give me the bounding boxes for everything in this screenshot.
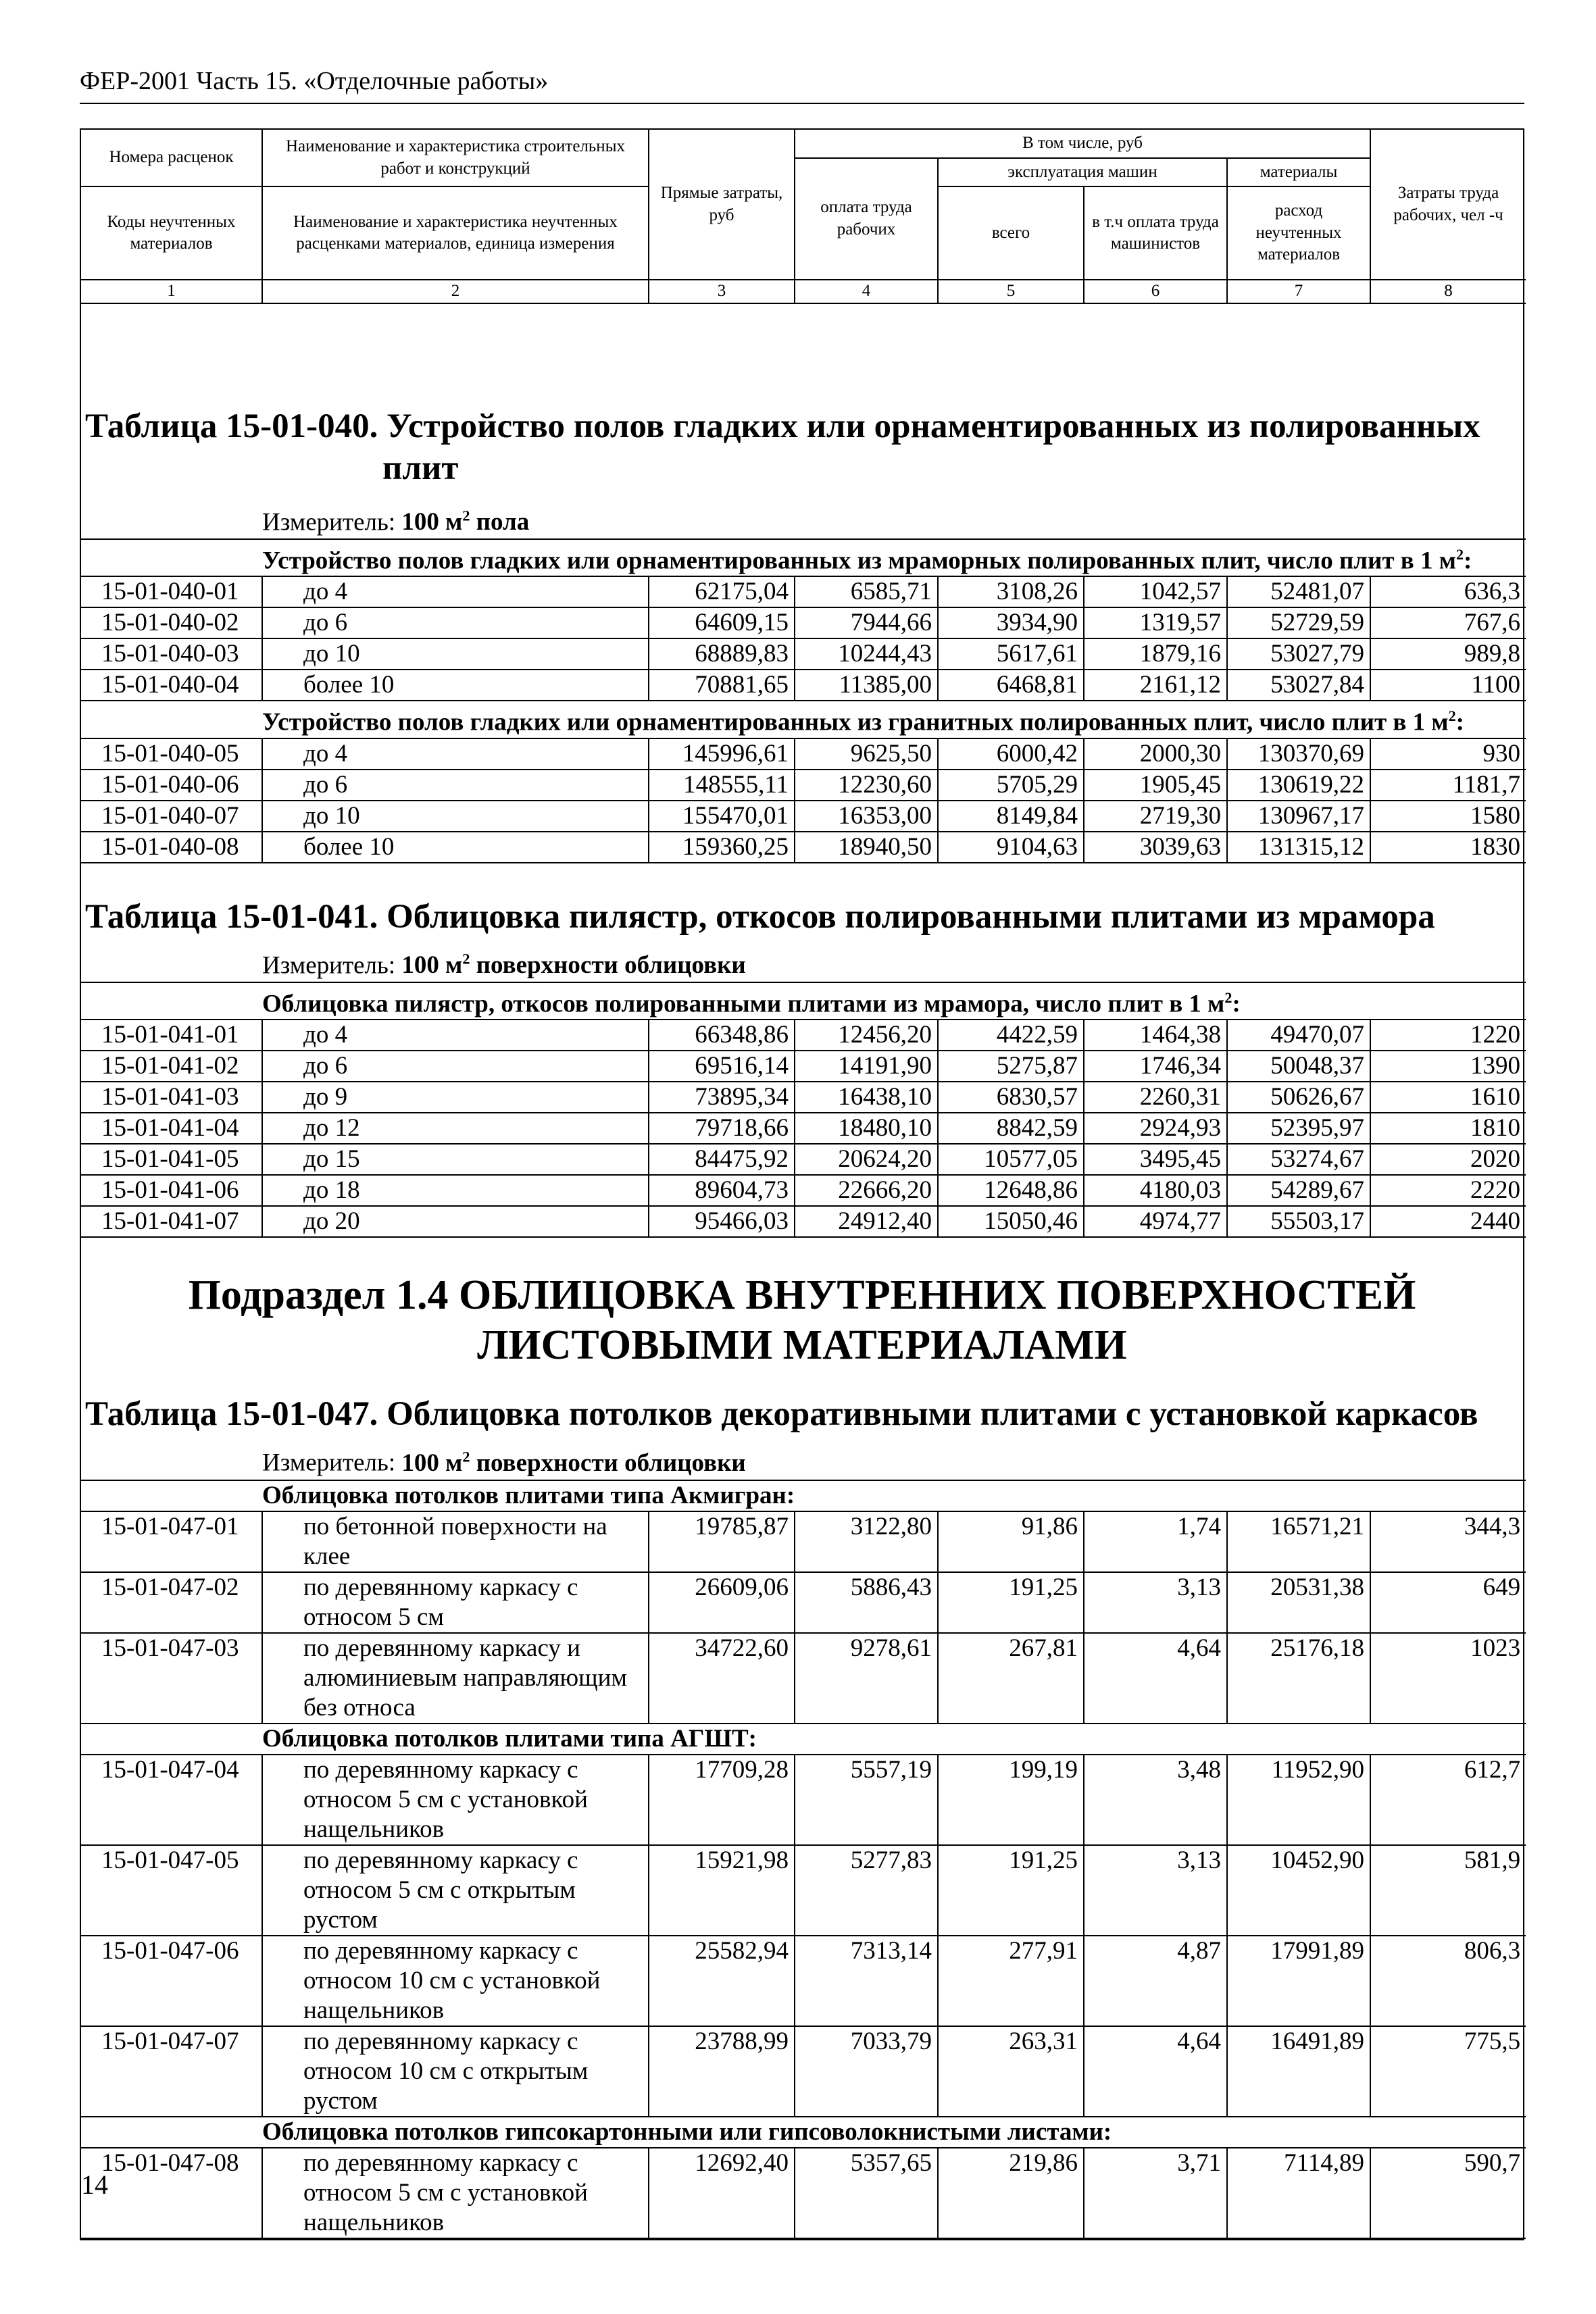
table-meter <box>81 1440 1523 1479</box>
machinist-pay: 1746,34 <box>1084 1051 1227 1082</box>
materials-use: 130619,22 <box>1227 770 1370 801</box>
materials-use: 131315,12 <box>1227 832 1370 863</box>
table-row <box>81 1175 1526 1206</box>
table-row <box>81 1113 1526 1144</box>
direct-costs: 69516,14 <box>649 1051 795 1082</box>
table-title <box>81 405 1523 489</box>
meter-value: 100 м <box>401 951 463 980</box>
rate-code: 15-01-040-04 <box>81 670 262 701</box>
group-label-text: Устройство полов гладких или орнаментированных из мраморных полированных плит, число плит в 1 м <box>262 547 1456 575</box>
direct-costs: 25582,94 <box>649 1936 795 2026</box>
rate-description: до 4 <box>262 738 649 770</box>
labor-pay: 22666,20 <box>795 1175 938 1206</box>
machines-total: 8149,84 <box>938 801 1084 832</box>
header-incl-group: В том числе, руб <box>795 130 1370 158</box>
document-frame <box>80 128 1524 2240</box>
direct-costs: 79718,66 <box>649 1113 795 1144</box>
group-label-text: Облицовка потолков гипсокартонными или гипсоволокнистыми листами: <box>262 2117 1112 2146</box>
machinist-pay: 1464,38 <box>1084 1020 1227 1051</box>
labor-hours: 581,9 <box>1370 1845 1526 1936</box>
labor-pay: 5277,83 <box>795 1845 938 1936</box>
labor-pay: 18480,10 <box>795 1113 938 1144</box>
machinist-pay: 2260,31 <box>1084 1082 1227 1113</box>
direct-costs: 15921,98 <box>649 1845 795 1936</box>
labor-pay: 11385,00 <box>795 670 938 701</box>
rate-code: 15-01-041-06 <box>81 1175 262 1206</box>
table-row <box>81 670 1526 701</box>
machinist-pay: 1042,57 <box>1084 576 1227 607</box>
rate-description: более 10 <box>262 670 649 701</box>
rate-description: до 10 <box>262 801 649 832</box>
labor-pay: 16353,00 <box>795 801 938 832</box>
machines-total: 263,31 <box>938 2026 1084 2117</box>
header-number: 1 <box>81 280 262 303</box>
machinist-pay: 4974,77 <box>1084 1206 1227 1237</box>
rate-description: по деревянному каркасу с относом 5 см <box>262 1572 649 1633</box>
machinist-pay: 3,71 <box>1084 2148 1227 2238</box>
materials-use: 10452,90 <box>1227 1845 1370 1936</box>
group-label-sup: 2 <box>1455 546 1464 563</box>
direct-costs: 148555,11 <box>649 770 795 801</box>
table-row <box>81 1020 1526 1051</box>
header-materials-group: материалы <box>1227 158 1370 187</box>
rate-code: 15-01-041-05 <box>81 1144 262 1175</box>
machinist-pay: 4180,03 <box>1084 1175 1227 1206</box>
labor-hours: 1610 <box>1370 1082 1526 1113</box>
machinist-pay: 3495,45 <box>1084 1144 1227 1175</box>
machines-total: 6830,57 <box>938 1082 1084 1113</box>
table-row <box>81 1755 1526 1845</box>
group-row <box>81 1724 1526 1755</box>
table-row <box>81 1511 1526 1572</box>
machines-total: 4422,59 <box>938 1020 1084 1051</box>
table-row <box>81 1051 1526 1082</box>
labor-pay: 18940,50 <box>795 832 938 863</box>
labor-hours: 767,6 <box>1370 607 1526 638</box>
group-row <box>81 2117 1526 2148</box>
rate-description: более 10 <box>262 832 649 863</box>
labor-pay: 7033,79 <box>795 2026 938 2117</box>
labor-hours: 636,3 <box>1370 576 1526 607</box>
blank-space <box>81 304 1523 405</box>
rate-description: до 6 <box>262 770 649 801</box>
labor-pay: 7944,66 <box>795 607 938 638</box>
machinist-pay: 2719,30 <box>1084 801 1227 832</box>
meter-tail: пола <box>470 508 530 536</box>
labor-pay: 14191,90 <box>795 1051 938 1082</box>
materials-use: 50626,67 <box>1227 1082 1370 1113</box>
header-labor-hours: Затраты труда рабочих, чел -ч <box>1370 130 1526 280</box>
rate-code: 15-01-047-01 <box>81 1511 262 1572</box>
table-row <box>81 607 1526 638</box>
machinist-pay: 1905,45 <box>1084 770 1227 801</box>
group-row <box>81 701 1526 738</box>
materials-use: 49470,07 <box>1227 1020 1370 1051</box>
header-labor-pay: оплата труда рабочих <box>795 158 938 280</box>
labor-hours: 806,3 <box>1370 1936 1526 2026</box>
labor-hours: 989,8 <box>1370 638 1526 670</box>
group-label <box>81 982 1526 1020</box>
direct-costs: 84475,92 <box>649 1144 795 1175</box>
machines-total: 6468,81 <box>938 670 1084 701</box>
labor-pay: 10244,43 <box>795 638 938 670</box>
machines-total: 5275,87 <box>938 1051 1084 1082</box>
labor-hours: 344,3 <box>1370 1511 1526 1572</box>
materials-use: 16491,89 <box>1227 2026 1370 2117</box>
machinist-pay: 2161,12 <box>1084 670 1227 701</box>
rate-description: по деревянному каркасу и алюминиевым направляющим без относа <box>262 1633 649 1724</box>
rate-code: 15-01-047-02 <box>81 1572 262 1633</box>
rate-code: 15-01-047-03 <box>81 1633 262 1724</box>
header-machinist-pay: в т.ч оплата труда машинистов <box>1084 186 1227 280</box>
header-number: 7 <box>1227 280 1370 303</box>
machinist-pay: 4,64 <box>1084 1633 1227 1724</box>
table-row <box>81 832 1526 863</box>
rate-code: 15-01-047-08 <box>81 2148 262 2238</box>
rate-code: 15-01-047-04 <box>81 1755 262 1845</box>
blank-space <box>81 863 1523 896</box>
machinist-pay: 3,13 <box>1084 1845 1227 1936</box>
machines-total: 277,91 <box>938 1936 1084 2026</box>
rate-code: 15-01-047-06 <box>81 1936 262 2026</box>
rate-code: 15-01-040-06 <box>81 770 262 801</box>
labor-hours: 2220 <box>1370 1175 1526 1206</box>
machines-total: 5617,61 <box>938 638 1084 670</box>
header-number: 2 <box>262 280 649 303</box>
labor-hours: 1100 <box>1370 670 1526 701</box>
rate-description: до 6 <box>262 607 649 638</box>
rate-code: 15-01-040-07 <box>81 801 262 832</box>
labor-hours: 1023 <box>1370 1633 1526 1724</box>
meter-label: Измеритель: <box>262 508 402 536</box>
meter-sup: 2 <box>462 507 470 524</box>
machinist-pay: 2924,93 <box>1084 1113 1227 1144</box>
machinist-pay: 1879,16 <box>1084 638 1227 670</box>
labor-pay: 12230,60 <box>795 770 938 801</box>
rate-code: 15-01-040-05 <box>81 738 262 770</box>
rate-code: 15-01-041-02 <box>81 1051 262 1082</box>
materials-use: 17991,89 <box>1227 1936 1370 2026</box>
meter-value: 100 м <box>401 508 463 536</box>
labor-hours: 1220 <box>1370 1020 1526 1051</box>
table-row <box>81 738 1526 770</box>
direct-costs: 73895,34 <box>649 1082 795 1113</box>
table-row <box>81 1082 1526 1113</box>
header-number: 5 <box>938 280 1084 303</box>
running-header: ФЕР-2001 Часть 15. «Отделочные работы» <box>80 67 549 95</box>
table-title-line: Таблица 15-01-040. Устройство полов гладких или орнаментированных из полированных <box>85 407 1480 445</box>
table-row <box>81 1845 1526 1936</box>
direct-costs: 23788,99 <box>649 2026 795 2117</box>
machines-total: 6000,42 <box>938 738 1084 770</box>
materials-use: 54289,67 <box>1227 1175 1370 1206</box>
labor-pay: 5357,65 <box>795 2148 938 2238</box>
page-number: 14 <box>81 2169 108 2200</box>
materials-use: 53027,79 <box>1227 638 1370 670</box>
machines-total: 5705,29 <box>938 770 1084 801</box>
labor-hours: 930 <box>1370 738 1526 770</box>
materials-use: 130370,69 <box>1227 738 1370 770</box>
materials-use: 50048,37 <box>1227 1051 1370 1082</box>
materials-use: 53027,84 <box>1227 670 1370 701</box>
group-label-text: Облицовка потолков плитами типа Акмигран: <box>262 1481 795 1509</box>
rate-code: 15-01-041-07 <box>81 1206 262 1237</box>
labor-hours: 2440 <box>1370 1206 1526 1237</box>
subsection-title <box>81 1238 1523 1393</box>
machinist-pay: 2000,30 <box>1084 738 1227 770</box>
rate-description: по деревянному каркасу с относом 5 см с установкой нащельников <box>262 1755 649 1845</box>
labor-pay: 3122,80 <box>795 1511 938 1572</box>
group-label-text: Облицовка потолков плитами типа АГШТ: <box>262 1724 757 1753</box>
rate-code: 15-01-047-07 <box>81 2026 262 2117</box>
machines-total: 10577,05 <box>938 1144 1084 1175</box>
direct-costs: 145996,61 <box>649 738 795 770</box>
table-row <box>81 638 1526 670</box>
labor-pay: 7313,14 <box>795 1936 938 2026</box>
rate-code: 15-01-041-01 <box>81 1020 262 1051</box>
header-materials-use: расход неучтенных материалов <box>1227 186 1370 280</box>
materials-use: 130967,17 <box>1227 801 1370 832</box>
group-label-tail: : <box>1455 708 1464 736</box>
machines-total: 9104,63 <box>938 832 1084 863</box>
materials-use: 7114,89 <box>1227 2148 1370 2238</box>
rate-description: до 6 <box>262 1051 649 1082</box>
materials-use: 25176,18 <box>1227 1633 1370 1724</box>
machines-total: 15050,46 <box>938 1206 1084 1237</box>
labor-hours: 590,7 <box>1370 2148 1526 2238</box>
meter-label: Измеритель: <box>262 951 402 980</box>
rate-description: до 4 <box>262 1020 649 1051</box>
table-row <box>81 1572 1526 1633</box>
materials-use: 52395,97 <box>1227 1113 1370 1144</box>
group-label-tail: : <box>1464 547 1472 575</box>
labor-pay: 16438,10 <box>795 1082 938 1113</box>
machinist-pay: 4,87 <box>1084 1936 1227 2026</box>
group-label-text: Устройство полов гладких или орнаментированных из гранитных полированных плит, число плит в 1 м <box>262 708 1449 736</box>
table-meter <box>81 500 1523 538</box>
materials-use: 20531,38 <box>1227 1572 1370 1633</box>
machinist-pay: 1,74 <box>1084 1511 1227 1572</box>
group-label-tail: : <box>1232 990 1241 1018</box>
group-label <box>81 1724 1526 1755</box>
group-label <box>81 1480 1526 1511</box>
direct-costs: 159360,25 <box>649 832 795 863</box>
direct-costs: 62175,04 <box>649 576 795 607</box>
meter-tail: поверхности облицовки <box>470 1449 746 1477</box>
table-row <box>81 2026 1526 2117</box>
materials-use: 52481,07 <box>1227 576 1370 607</box>
rate-code: 15-01-041-03 <box>81 1082 262 1113</box>
machinist-pay: 1319,57 <box>1084 607 1227 638</box>
meter-tail: поверхности облицовки <box>470 951 746 980</box>
header-machines-group: эксплуатация машин <box>938 158 1227 187</box>
labor-hours: 1390 <box>1370 1051 1526 1082</box>
direct-costs: 12692,40 <box>649 2148 795 2238</box>
header-rule <box>80 103 1524 104</box>
data-table-040 <box>81 538 1526 863</box>
labor-pay: 20624,20 <box>795 1144 938 1175</box>
machines-total: 8842,59 <box>938 1113 1084 1144</box>
group-row <box>81 982 1526 1020</box>
header-number: 8 <box>1370 280 1526 303</box>
rate-description: по бетонной поверхности на клее <box>262 1511 649 1572</box>
labor-hours: 649 <box>1370 1572 1526 1633</box>
direct-costs: 19785,87 <box>649 1511 795 1572</box>
data-table-041 <box>81 982 1526 1238</box>
labor-pay: 24912,40 <box>795 1206 938 1237</box>
machines-total: 267,81 <box>938 1633 1084 1724</box>
rate-description: до 4 <box>262 576 649 607</box>
table-row <box>81 1144 1526 1175</box>
machinist-pay: 4,64 <box>1084 2026 1227 2117</box>
header-name-top: Наименование и характеристика строительных работ и конструкций <box>262 130 649 186</box>
rate-code: 15-01-040-03 <box>81 638 262 670</box>
labor-hours: 2020 <box>1370 1144 1526 1175</box>
machines-total: 91,86 <box>938 1511 1084 1572</box>
direct-costs: 68889,83 <box>649 638 795 670</box>
machinist-pay: 3,48 <box>1084 1755 1227 1845</box>
direct-costs: 26609,06 <box>649 1572 795 1633</box>
labor-pay: 9278,61 <box>795 1633 938 1724</box>
header-number: 6 <box>1084 280 1227 303</box>
labor-pay: 5557,19 <box>795 1755 938 1845</box>
direct-costs: 17709,28 <box>649 1755 795 1845</box>
materials-use: 11952,90 <box>1227 1755 1370 1845</box>
group-label-sup: 2 <box>1224 989 1232 1007</box>
table-title <box>81 896 1523 938</box>
labor-hours: 1181,7 <box>1370 770 1526 801</box>
rate-description: по деревянному каркасу с относом 10 см с открытым рустом <box>262 2026 649 2117</box>
labor-pay: 9625,50 <box>795 738 938 770</box>
group-label-sup: 2 <box>1448 707 1456 725</box>
group-label <box>81 701 1526 738</box>
materials-use: 53274,67 <box>1227 1144 1370 1175</box>
table-row <box>81 770 1526 801</box>
table-row <box>81 1633 1526 1724</box>
machines-total: 191,25 <box>938 1572 1084 1633</box>
machines-total: 199,19 <box>938 1755 1084 1845</box>
direct-costs: 155470,01 <box>649 801 795 832</box>
meter-sup: 2 <box>462 950 470 967</box>
header-name-bottom: Наименование и характеристика неучтенных расценками материалов, единица измерения <box>262 186 649 280</box>
rate-description: по деревянному каркасу с относом 10 см с установкой нащельников <box>262 1936 649 2026</box>
header-direct-costs: Прямые затраты, руб <box>649 130 795 280</box>
group-label <box>81 2117 1526 2148</box>
table-title-line: плит <box>382 449 459 487</box>
table-row <box>81 1936 1526 2026</box>
rate-description: до 18 <box>262 1175 649 1206</box>
labor-hours: 775,5 <box>1370 2026 1526 2117</box>
rate-code: 15-01-040-08 <box>81 832 262 863</box>
table-meter <box>81 943 1523 982</box>
materials-use: 16571,21 <box>1227 1511 1370 1572</box>
group-label-text: Облицовка пилястр, откосов полированными плитами из мрамора, число плит в 1 м <box>262 990 1225 1018</box>
machinist-pay: 3,13 <box>1084 1572 1227 1633</box>
group-row <box>81 1480 1526 1511</box>
direct-costs: 70881,65 <box>649 670 795 701</box>
machines-total: 3934,90 <box>938 607 1084 638</box>
rate-description: по деревянному каркасу с относом 5 см с открытым рустом <box>262 1845 649 1936</box>
rate-description: до 12 <box>262 1113 649 1144</box>
materials-use: 55503,17 <box>1227 1206 1370 1237</box>
machines-total: 219,86 <box>938 2148 1084 2238</box>
subsection-title-line: Подраздел 1.4 ОБЛИЦОВКА ВНУТРЕННИХ ПОВЕРХНОСТЕЙ <box>188 1272 1416 1319</box>
table-row <box>81 801 1526 832</box>
labor-hours: 1580 <box>1370 801 1526 832</box>
rate-description: до 10 <box>262 638 649 670</box>
rate-code: 15-01-047-05 <box>81 1845 262 1936</box>
rate-description: по деревянному каркасу с относом 5 см с установкой нащельников <box>262 2148 649 2238</box>
labor-pay: 5886,43 <box>795 1572 938 1633</box>
meter-value: 100 м <box>401 1449 463 1477</box>
group-label <box>81 539 1526 576</box>
labor-hours: 1810 <box>1370 1113 1526 1144</box>
direct-costs: 64609,15 <box>649 607 795 638</box>
meter-sup: 2 <box>462 1448 470 1465</box>
column-header <box>81 130 1526 304</box>
header-codes-bottom: Коды неучтенных материалов <box>81 186 262 280</box>
direct-costs: 66348,86 <box>649 1020 795 1051</box>
table-title-line: Таблица 15-01-041. Облицовка пилястр, откосов полированными плитами из мрамора <box>85 897 1435 936</box>
machines-total: 12648,86 <box>938 1175 1084 1206</box>
labor-hours: 1830 <box>1370 832 1526 863</box>
labor-hours: 612,7 <box>1370 1755 1526 1845</box>
meter-label: Измеритель: <box>262 1449 402 1477</box>
header-number: 3 <box>649 280 795 303</box>
table-row <box>81 2148 1526 2238</box>
table-title-line: Таблица 15-01-047. Облицовка потолков декоративными плитами с установкой каркасов <box>85 1395 1478 1434</box>
header-machines-total: всего <box>938 186 1084 280</box>
group-row <box>81 539 1526 576</box>
labor-pay: 6585,71 <box>795 576 938 607</box>
rate-description: до 9 <box>262 1082 649 1113</box>
rate-code: 15-01-040-02 <box>81 607 262 638</box>
header-number: 4 <box>795 280 938 303</box>
table-row <box>81 1206 1526 1237</box>
table-row <box>81 576 1526 607</box>
machines-total: 191,25 <box>938 1845 1084 1936</box>
header-codes-top: Номера расценок <box>81 130 262 186</box>
rate-code: 15-01-040-01 <box>81 576 262 607</box>
subsection-title-line: ЛИСТОВЫМИ МАТЕРИАЛАМИ <box>477 1322 1127 1369</box>
direct-costs: 95466,03 <box>649 1206 795 1237</box>
rate-description: до 15 <box>262 1144 649 1175</box>
data-table-047 <box>81 1480 1526 2239</box>
materials-use: 52729,59 <box>1227 607 1370 638</box>
rate-description: до 20 <box>262 1206 649 1237</box>
direct-costs: 34722,60 <box>649 1633 795 1724</box>
machines-total: 3108,26 <box>938 576 1084 607</box>
rate-code: 15-01-041-04 <box>81 1113 262 1144</box>
labor-pay: 12456,20 <box>795 1020 938 1051</box>
table-title <box>81 1393 1523 1435</box>
machinist-pay: 3039,63 <box>1084 832 1227 863</box>
direct-costs: 89604,73 <box>649 1175 795 1206</box>
